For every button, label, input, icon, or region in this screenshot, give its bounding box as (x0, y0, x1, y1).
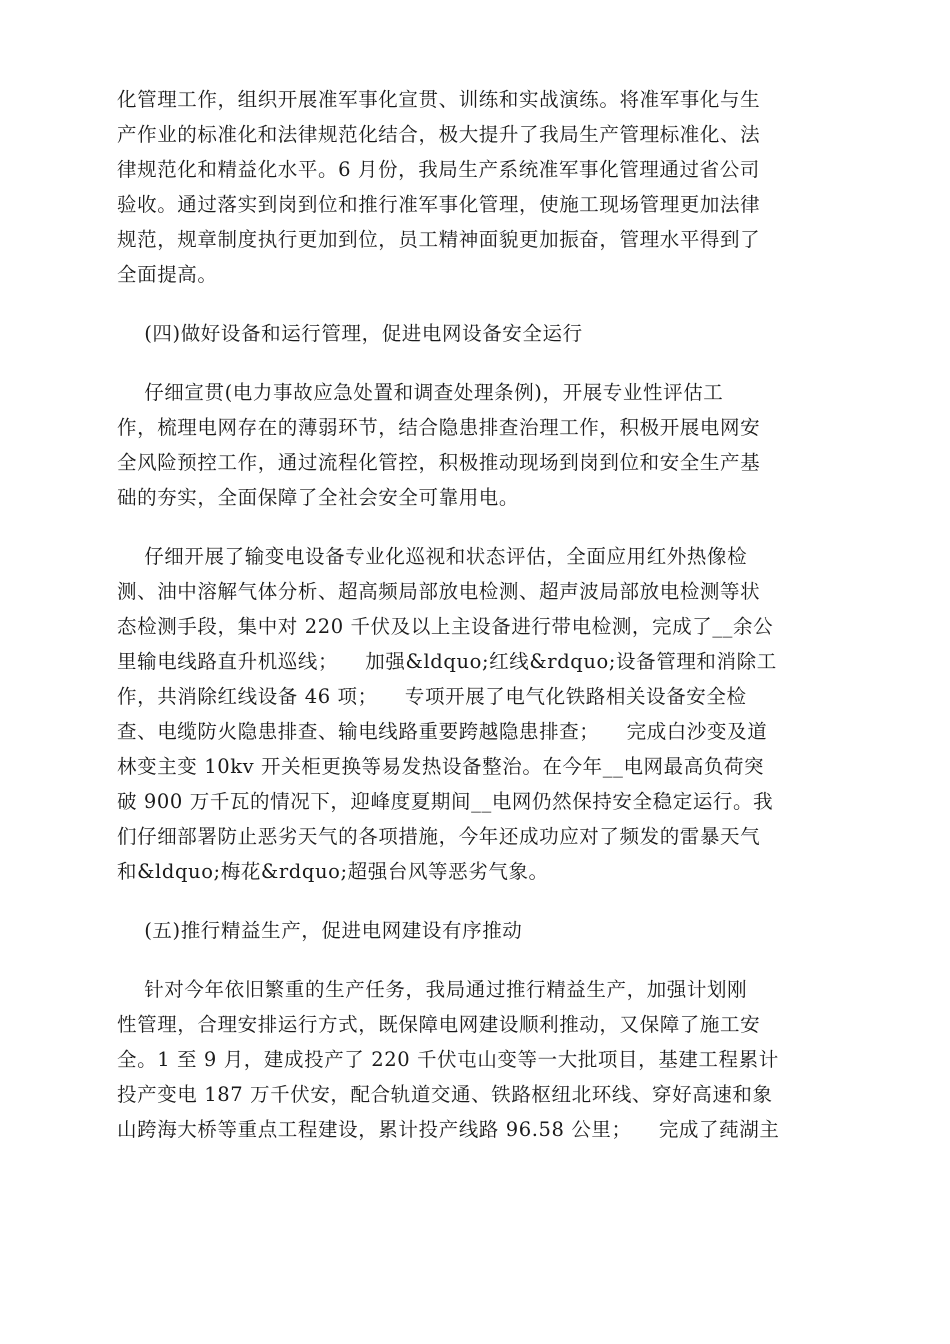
text-line: 全风险预控工作，通过流程化管控，积极推动现场到岗到位和安全生产基 (117, 451, 761, 474)
text-line: 里输电线路直升机巡线； 加强&ldquo;红线&rdquo;设备管理和消除工 (117, 650, 777, 673)
text-line: 破 900 万千瓦的情况下，迎峰度夏期间__电网仍然保持安全稳定运行。我 (117, 790, 774, 813)
text-line: 础的夯实，全面保障了全社会安全可靠用电。 (117, 486, 520, 509)
text-line: 作，梳理电网存在的薄弱环节，结合隐患排查治理工作，积极开展电网安 (117, 416, 761, 439)
text-line: 态检测手段，集中对 220 千伏及以上主设备进行带电检测，完成了__余公 (117, 615, 774, 638)
text-line: 仔细宣贯(电力事故应急处置和调查处理条例)，开展专业性评估工 (117, 381, 724, 404)
text-line: 作，共消除红线设备 46 项； 专项开展了电气化铁路相关设备安全检 (117, 685, 747, 708)
section-heading: (五)推行精益生产，促进电网建设有序推动 (117, 919, 523, 942)
text-line: 性管理，合理安排运行方式，既保障电网建设顺利推动，又保障了施工安 (117, 1013, 761, 1036)
text-line: 林变主变 10kv 开关柜更换等易发热设备整治。在今年__电网最高负荷突 (117, 755, 765, 778)
text-line: 仔细开展了输变电设备专业化巡视和状态评估，全面应用红外热像检 (117, 545, 748, 568)
text-line: 全面提高。 (117, 263, 218, 286)
text-line: 规范，规章制度执行更加到位，员工精神面貌更加振奋，管理水平得到了 (117, 228, 761, 251)
text-line: 针对今年依旧繁重的生产任务，我局通过推行精益生产，加强计划刚 (117, 978, 748, 1001)
text-line: 们仔细部署防止恶劣天气的各项措施，今年还成功应对了频发的雷暴天气 (117, 825, 761, 848)
text-line: 全。1 至 9 月，建成投产了 220 千伏屯山变等一大批项目，基建工程累计 (117, 1048, 779, 1071)
text-line: 产作业的标准化和法律规范化结合，极大提升了我局生产管理标准化、法 (117, 123, 761, 146)
text-line: 测、油中溶解气体分析、超高频局部放电检测、超声波局部放电检测等状 (117, 580, 761, 603)
text-line: 验收。通过落实到岗到位和推行准军事化管理，使施工现场管理更加法律 (117, 193, 761, 216)
section-heading: (四)做好设备和运行管理，促进电网设备安全运行 (117, 322, 583, 345)
text-line: 律规范化和精益化水平。6 月份，我局生产系统准军事化管理通过省公司 (117, 158, 760, 181)
text-line: 查、电缆防火隐患排查、输电线路重要跨越隐患排查； 完成白沙变及道 (117, 720, 768, 743)
text-line: 山跨海大桥等重点工程建设，累计投产线路 96.58 公里； 完成了莼湖主 (117, 1118, 780, 1141)
text-line: 化管理工作，组织开展准军事化宣贯、训练和实战演练。将准军事化与生 (117, 88, 761, 111)
text-line: 和&ldquo;梅花&rdquo;超强台风等恶劣气象。 (117, 860, 549, 883)
text-line: 投产变电 187 万千伏安，配合轨道交通、铁路枢纽北环线、穿好高速和象 (117, 1083, 773, 1106)
